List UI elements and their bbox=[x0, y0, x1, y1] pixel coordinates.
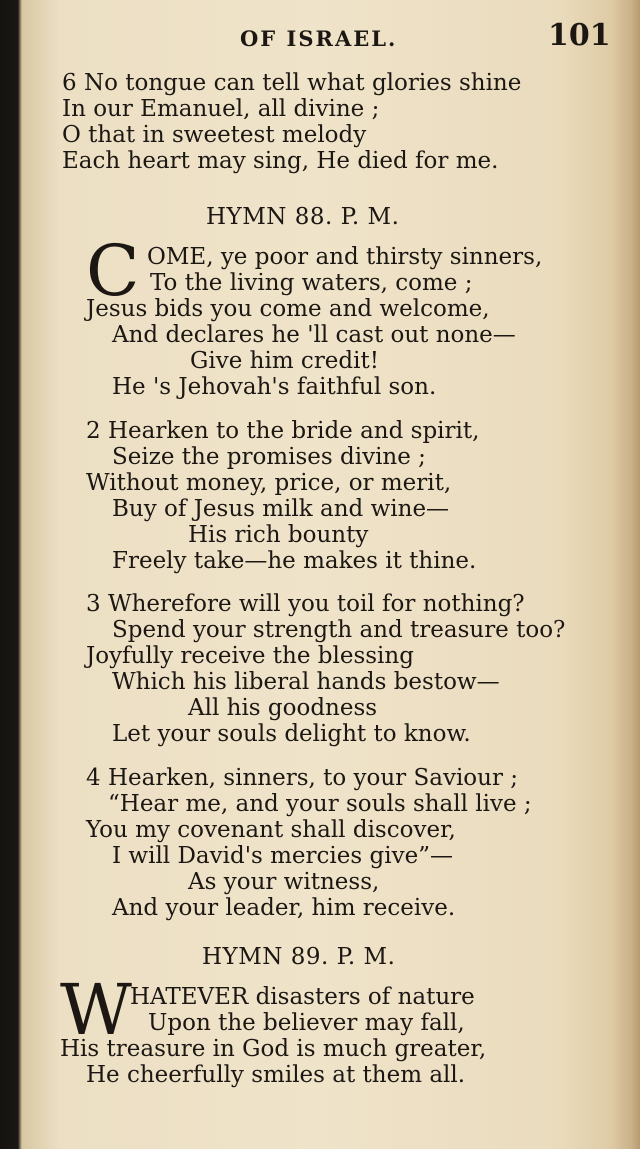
verse-line: Give him credit! bbox=[190, 348, 379, 374]
verse-line: Without money, price, or merit, bbox=[86, 470, 452, 496]
verse-line: He 's Jehovah's faithful son. bbox=[112, 374, 437, 400]
verse-line: His rich bounty bbox=[188, 522, 369, 548]
verse-line: I will David's mercies give”— bbox=[112, 843, 453, 869]
drop-cap: W bbox=[60, 969, 132, 1051]
verse-line: Spend your strength and treasure too? bbox=[112, 617, 566, 643]
verse-line: O that in sweetest melody bbox=[62, 122, 367, 148]
verse-line: And your leader, him receive. bbox=[112, 895, 456, 921]
hymn-89-title: HYMN 89. P. M. bbox=[202, 944, 396, 970]
verse-line: To the living waters, come ; bbox=[150, 270, 473, 296]
hymn-88-title: HYMN 88. P. M. bbox=[206, 204, 400, 230]
verse-line: Let your souls delight to know. bbox=[112, 721, 471, 747]
verse-line: 2 Hearken to the bride and spirit, bbox=[86, 418, 480, 444]
verse-line: HATEVER disasters of nature bbox=[130, 984, 475, 1010]
drop-cap: C bbox=[86, 230, 140, 312]
page-number: 101 bbox=[548, 18, 611, 53]
verse-line: His treasure in God is much greater, bbox=[60, 1036, 487, 1062]
running-head: OF ISRAEL. bbox=[240, 26, 398, 51]
verse-line: Upon the believer may fall, bbox=[148, 1010, 465, 1036]
verse-line: You my covenant shall discover, bbox=[86, 817, 456, 843]
verse-line: 3 Wherefore will you toil for nothing? bbox=[86, 591, 525, 617]
verse-line: Each heart may sing, He died for me. bbox=[62, 148, 499, 174]
verse-line: In our Emanuel, all divine ; bbox=[62, 96, 380, 122]
verse-line: 6 No tongue can tell what glories shine bbox=[62, 70, 522, 96]
verse-line: “Hear me, and your souls shall live ; bbox=[108, 791, 532, 817]
verse-line: As your witness, bbox=[188, 869, 380, 895]
verse-line: Which his liberal hands bestow— bbox=[112, 669, 500, 695]
verse-line: All his goodness bbox=[188, 695, 378, 721]
verse-line: OME, ye poor and thirsty sinners, bbox=[147, 244, 543, 270]
page-header bbox=[0, 18, 640, 58]
verse-line: And declares he 'll cast out none— bbox=[112, 322, 516, 348]
verse-line: 4 Hearken, sinners, to your Saviour ; bbox=[86, 765, 519, 791]
verse-line: Seize the promises divine ; bbox=[112, 444, 426, 470]
verse-line: Buy of Jesus milk and wine— bbox=[112, 496, 450, 522]
verse-line: He cheerfully smiles at them all. bbox=[86, 1062, 466, 1088]
verse-line: Jesus bids you come and welcome, bbox=[86, 296, 490, 322]
verse-line: Freely take—he makes it thine. bbox=[112, 548, 477, 574]
verse-line: Joyfully receive the blessing bbox=[86, 643, 414, 669]
